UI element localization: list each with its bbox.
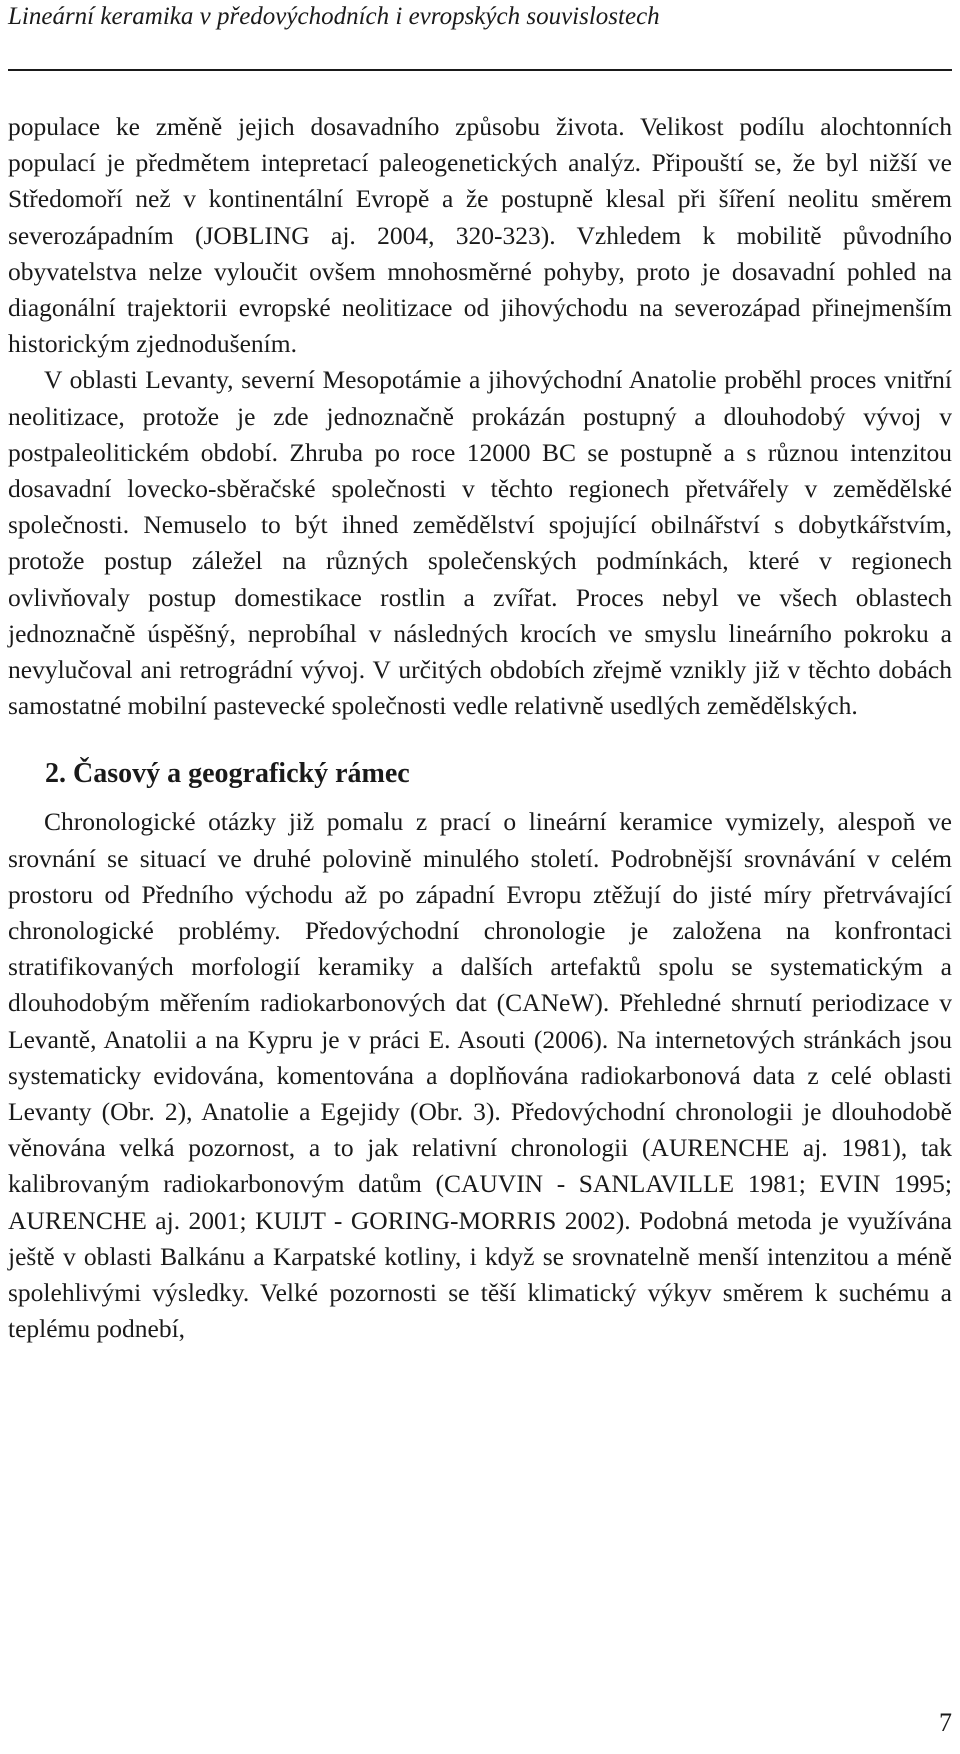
body-paragraph: Chronologické otázky již pomalu z prací o lineární keramice vymizely, alespoň ve srovnání se situací ve druhé polovině minulého století. Podrobnější srovnávání v celém prostoru od Předního východu až po západní Evropu ztěžují do jisté míry přetrvávající chronologické problémy. Předovýchodní chronologie je založena na konfrontaci stratifikovaných morfologií keramiky a dalších artefaktů spolu se systematickým a dlouhodobým měřením radiokarbonových dat (CANeW). Přehledné shrnutí periodizace v Levantě, Anatolii a na Kypru je v práci E. Asouti (2006). Na internetových stránkách jsou systematicky evidována, komentována a doplňována radiokarbonová data z celé oblasti Levanty (Obr. 2), Anatolie a Egejidy (Obr. 3). Předovýchodní chronologii je dlouhodobě věnována velká pozornost, a to jak relativní chronologii (AURENCHE aj. 1981), tak kalibrovaným radiokarbonovým datům (CAUVIN - SANLAVILLE 1981; EVIN 1995; AURENCHE aj. 2001; KUIJT - GORING-MORRIS 2002). Podobná metoda je využívána ještě v oblasti Balkánu a Karpatské kotliny, i když se srovnatelně menší intenzitou a méně spolehlivými výsledky. Velké pozornosti se těší klimatický výkyv směrem k suchému a teplému podnebí, xyxy=(8,807,952,1344)
page-content xyxy=(8,109,952,1348)
header-divider xyxy=(8,69,952,71)
body-paragraph: populace ke změně jejich dosavadního způsobu života. Velikost podílu alochtonních populací je předmětem intepretací paleogenetických analýz. Připouští se, že byl nižší ve Středomoří než v kontinentální Evropě a že postupně klesal při šíření neolitu směrem severozápadním (JOBLING aj. 2004, 320-323). Vzhledem k mobilitě původního obyvatelstva nelze vyloučit ovšem mnohosměrné pohyby, proto je dosavadní pohled na diagonální trajektorii evropské neolitizace od jihovýchodu na severozápad přinejmenším historickým zjednodušením. xyxy=(8,112,952,359)
page-number: 7 xyxy=(939,1708,952,1737)
body-paragraph: V oblasti Levanty, severní Mesopotámie a jihovýchodní Anatolie proběhl proces vnitřní neolitizace, protože je zde jednoznačně prokázán postupný a dlouhodobý vývoj v postpaleolitickém období. Zhruba po roce 12000 BC se postupně a s různou intenzitou dosavadní lovecko-sběračské společnosti v těchto regionech přetvářely v zemědělské společnosti. Nemuselo to být ihned zemědělství spojující obilnářství s dobytkářstvím, protože postup záležel na různých společenských podmínkách, které v regionech ovlivňovaly postup domestikace rostlin a zvířat. Proces nebyl ve všech oblastech jednoznačně úspěšný, neprobíhal v následných krocích ve smyslu lineárního pokroku a nevylučoval ani retrográdní vývoj. V určitých obdobích zřejmě vznikly již v těchto dobách samostatné mobilní pastevecké společnosti vedle relativně usedlých zemědělských. xyxy=(8,365,952,721)
running-title: Lineární keramika v předovýchodních i evropských souvislostech xyxy=(8,3,660,30)
section-heading: 2. Časový a geografický rámec xyxy=(45,758,410,790)
